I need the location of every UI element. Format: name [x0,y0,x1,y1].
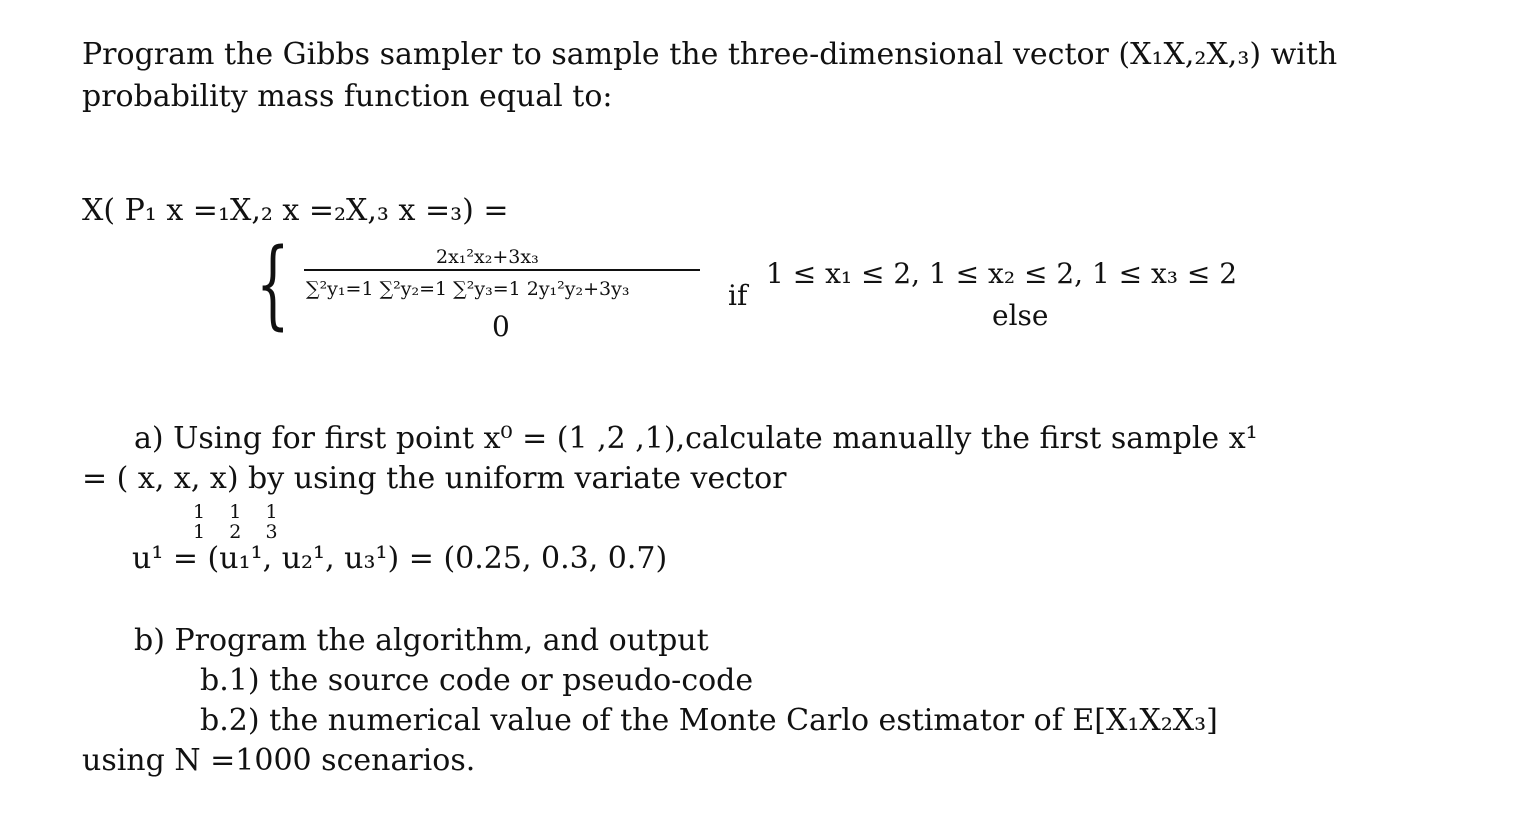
part-b-line-1: b) Program the algorithm, and output [134,623,709,658]
uniform-vector: u¹ = (u₁¹, u₂¹, u₃¹) = (0.25, 0.3, 0.7) [132,541,668,576]
else-value: 0 [492,310,510,343]
else-word: else [992,299,1049,332]
part-a-line-2: = ( x, x, x) by using the uniform variate vector [82,461,787,496]
pmf-condition: 1 ≤ x₁ ≤ 2, 1 ≤ x₂ ≤ 2, 1 ≤ x₃ ≤ 2 [766,257,1238,290]
part-b-line-2: b.1) the source code or pseudo-code [200,663,754,698]
if-word: if [728,279,748,312]
pmf-lhs: X( P₁ x =₁X,₂ x =₂X,₃ x =₃) = [82,193,509,228]
part-a-line-1: a) Using for first point x⁰ = (1 ,2 ,1),calculate manually the first sample x¹ [134,421,1258,456]
part-b-line-3: b.2) the numerical value of the Monte Carlo estimator of E[X₁X₂X₃] [200,703,1218,738]
pmf-numerator: 2x₁²x₂+3x₃ [436,246,539,268]
intro-line-2: probability mass function equal to: [82,79,613,114]
part-a-subscripts: 1 2 3 [193,521,278,543]
intro-line-1: Program the Gibbs sampler to sample the three-dimensional vector (X₁X,₂X,₃) with [82,37,1338,72]
fraction-bar [304,269,700,271]
left-brace: { [256,228,290,340]
pmf-denominator: ∑²y₁=1 ∑²y₂=1 ∑²y₃=1 2y₁²y₂+3y₃ [306,278,630,300]
part-b-line-4: using N =1000 scenarios. [82,743,476,778]
part-a-superscripts: 1 1 1 [193,501,278,523]
